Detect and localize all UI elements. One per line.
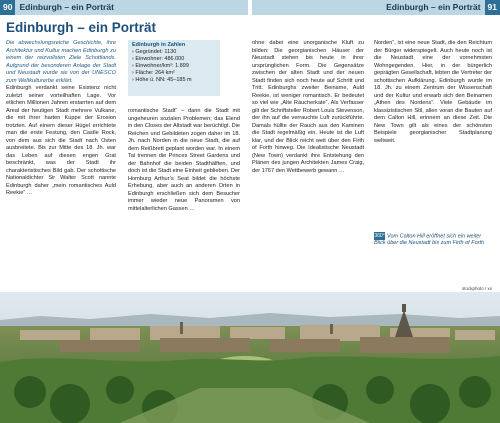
- body-paragraph-4: Norden“, ist eine neue Stadt, die den Reichtum der Bürger widerspiegelt. Auch heute noch ist die Neustadt eine der vornehmsten Wohngegenden. Hier, in der bürgerlich geprägten Gesellschaft, lebten die Vertreter der schottischen Aufklärung. Edinburgh wurde im 18. Jh. zu einem Zentrum der Wissenschaft und der Kultur und erwarb sich den Beinamen „Athen des Nordens“. Viele Gebäude im klassizistischen Stil, allen voran die Bauten auf dem Calton Hill, erinnern an diese Zeit. Die New Town gilt als eines der schönsten Beispiele georgianischer Stadtplanung weltweit.: [374, 40, 492, 144]
- running-title-right: Edinburgh – ein Porträt: [386, 2, 481, 12]
- page-number-right: 91: [485, 0, 500, 15]
- facts-title: Edinburgh in Zahlen: [132, 42, 186, 48]
- page-title: Edinburgh – ein Porträt: [6, 20, 157, 35]
- facts-list: [132, 49, 216, 84]
- edinburgh-panorama-photo: [0, 292, 500, 423]
- caption-text: Vom Calton Hill eröffnet sich ein weiter Blick über die Neustadt bis zum Firth of Forth: [374, 233, 485, 247]
- fact-item: › Fläche: 264 km²: [132, 70, 216, 77]
- body-paragraph-2: romantische Stadt“ – dann die Stadt mit ungeheuren sozialen Problemen; das Elend in den Closes der Altstadt war berüchtigt. Die Reichen und Gebildeten zogen daher im 18. Jh. nach Norden in die neue Stadt, die auf dem Reißbrett geplant worden war. In einem Tal trennen die Princes Street Gardens und der Bahnhof die beiden Stadthälften, und doch ist die Stadt eine Einheit geblieben. Der Homburg Arthur’s Seat bildet die höchste Erhebung, aber auch an anderen Orten in Edinburgh erschließen sich dem Besucher immer wieder neue Panoramen von mittelalterlichen Gassen …: [128, 108, 240, 212]
- body-paragraph-1: Edinburgh verdankt seine Existenz nicht zuletzt seiner vorteilhaften Lage. Vor etlichen Millionen Jahren erstarrten auf dem Areal der heutigen Stadt mehrere Vulkane, die mit ihrer harten Kuppe der Erosion trotzten. Auf einem dieser Hügel errichtete man die erste Festung, den Castle Rock, von dem aus sich die Stadt nach Osten ausbreitete. Bis zur Mitte des 18. Jh. war das Leben auf diesen engen Grat beschränkt, was der Stadt ihr charakteristisches Bild gab. Der schottische Nationaldichter Sir Walter Scott nannte Edinburgh daher „mein romantisches Auld Reekie“ …: [6, 85, 116, 196]
- panorama-icon: 360°: [374, 233, 385, 239]
- text-column-4: [374, 40, 492, 236]
- fact-item: › Einwohner/km²: 1.899: [132, 63, 216, 70]
- facts-box: [128, 40, 220, 96]
- fact-item: › Höhe ü. NN: 45–185 m: [132, 77, 216, 84]
- photo-credit: stockphoto / xx: [461, 286, 492, 291]
- text-column-1: [6, 40, 116, 292]
- fact-item: › Einwohner: 486.000: [132, 56, 216, 63]
- photo-caption: [374, 232, 492, 247]
- fact-item: › Gegründet: 1130: [132, 49, 216, 56]
- text-column-2: [128, 108, 240, 292]
- header-left: [0, 0, 248, 15]
- body-paragraph-3: ohne dabei eine unorganische Kluft zu bilden: Die georgianischen Häuser der Neustadt stehen bis heute in ihrer ursprünglichen Form. Die Gegensätze zwischen der alten Stadt und der neuen Stadt finden sich noch heute auf Schritt und Tritt. Edinburghs zweiter Beiname, Auld Reekie, ist weniger romantisch. Er bedeutet so viel wie „Alte Räucherkate“. Als Verfasser gilt der Schriftsteller Robert Louis Stevenson, der ihn auf die verrauchte Luft zurückführte. Damals hüllte der Rauch aus den Kaminen die Stadt regelmäßig ein. Heute ist die Luft klar, und der Blick reicht weit über den Firth of Forth hinweg. Die Idealistische Neustadt (New Town) verdankt ihre Entstehung den Plänen des jungen Architekten James Craig, der 1767 den Wettbewerb gewann …: [252, 40, 364, 174]
- page-number-left: 90: [0, 0, 15, 15]
- intro-paragraph: Die abwechslungsreiche Geschichte, ihre Architektur und Kultur machen Edinburgh zu einem der reizvollsten Ziele Schottlands. Aufgrund der besonderen Anlage der Stadt und Neustadt wurde sie von der UNESCO zum Weltkulturerbe erklärt.: [6, 40, 116, 84]
- header-right: [252, 0, 500, 15]
- text-column-3: [252, 40, 364, 292]
- running-title-left: Edinburgh – ein Porträt: [19, 2, 114, 12]
